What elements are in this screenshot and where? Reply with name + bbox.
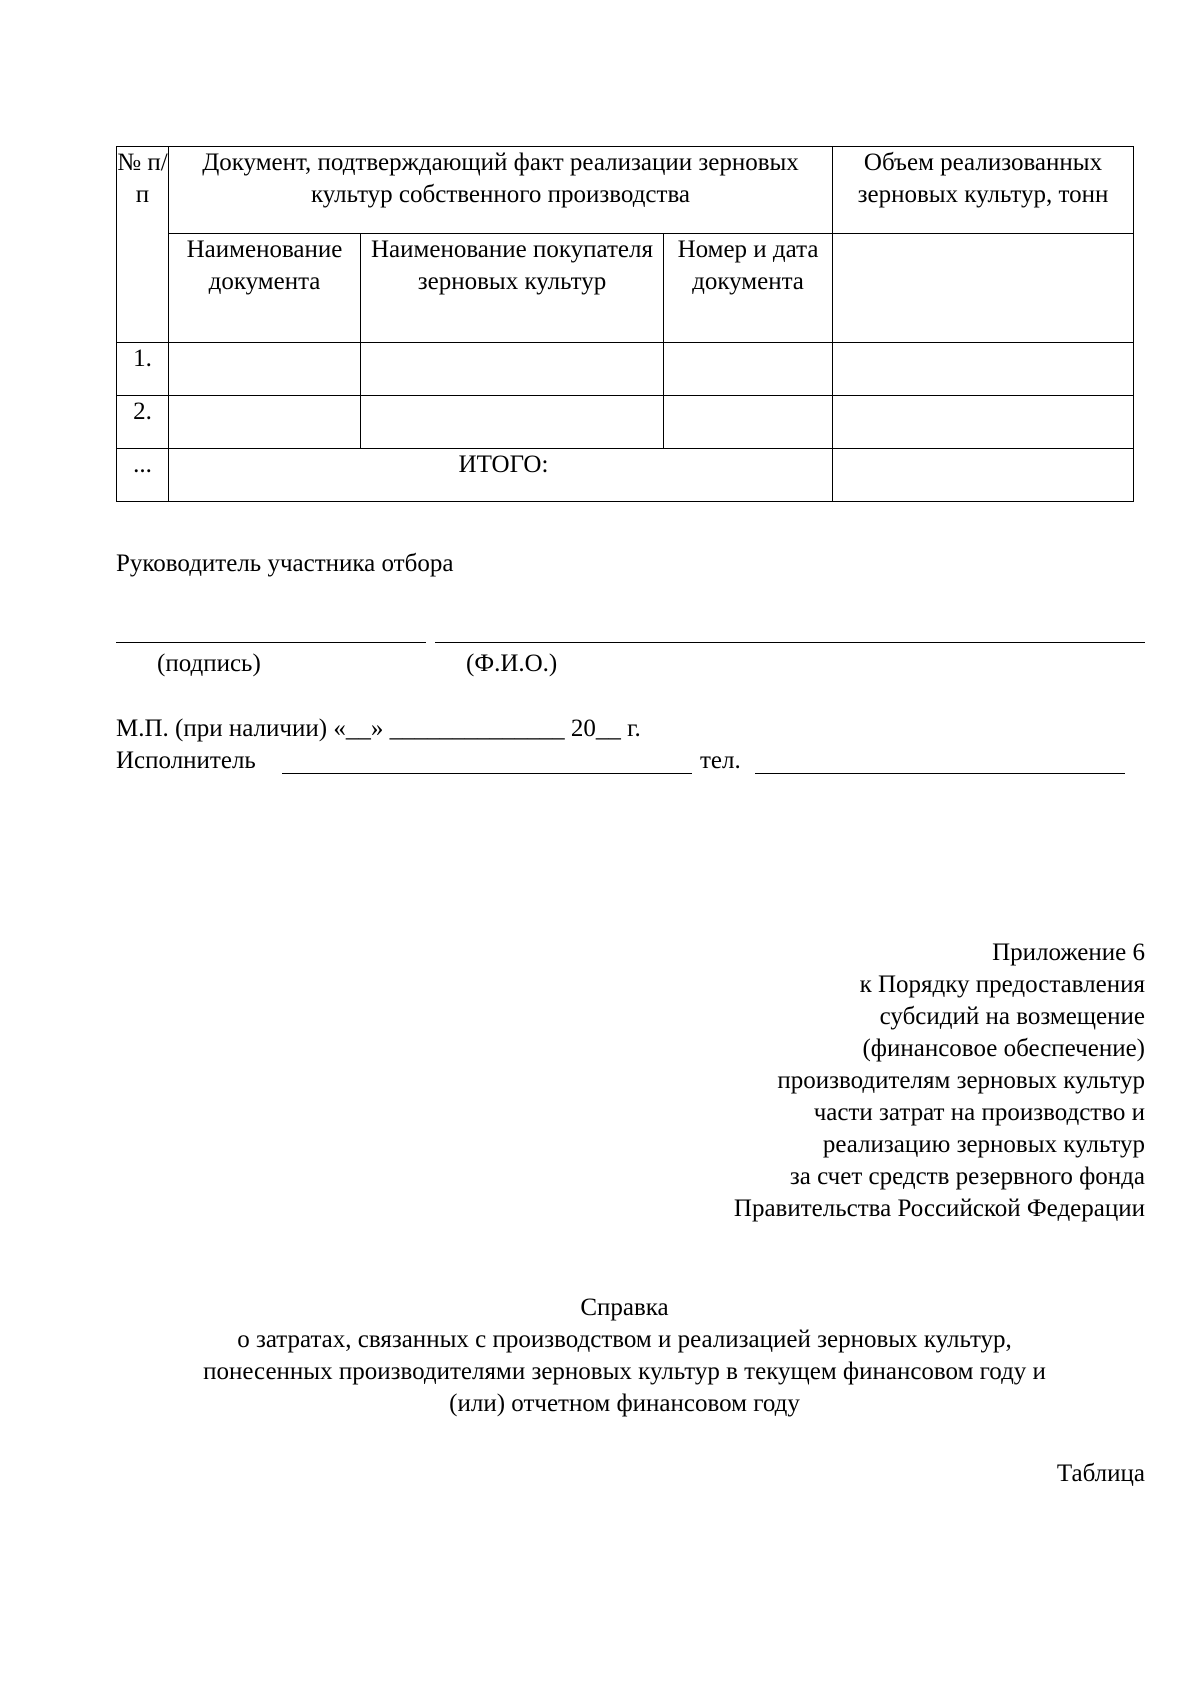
row-num: 1. <box>117 343 169 396</box>
certificate-title: Справка <box>580 1294 669 1321</box>
appendix-line: части затрат на производство и <box>813 1099 1145 1126</box>
fio-line <box>435 642 1145 643</box>
phone-label: тел. <box>700 747 741 774</box>
cell-doc-number-date <box>664 396 833 449</box>
header-document-group: Документ, подтверждающий факт реализации зерновых культур собственного производства <box>169 147 833 234</box>
head-label: Руководитель участника отбора <box>116 550 454 577</box>
sign-caption: (подпись) <box>157 650 261 677</box>
row-num: 2. <box>117 396 169 449</box>
header-doc-name: Наименование документа <box>169 234 361 343</box>
header-buyer-name: Наименование покупателя зерновых культур <box>361 234 664 343</box>
certificate-subtitle-line: (или) отчетном финансовом году <box>449 1390 800 1417</box>
table-row <box>117 396 1134 449</box>
executor-line <box>282 773 692 774</box>
appendix-line: (финансовое обеспечение) <box>862 1035 1145 1062</box>
total-volume <box>833 449 1134 502</box>
signature-line <box>116 642 426 643</box>
appendix-line: реализацию зерновых культур <box>822 1131 1145 1158</box>
header-num: № п/п <box>117 147 169 343</box>
certificate-title-block <box>116 1292 1133 1420</box>
appendix-line: производителям зерновых культур <box>777 1067 1145 1094</box>
cell-buyer-name <box>361 396 664 449</box>
cell-doc-number-date <box>664 343 833 396</box>
total-label: ИТОГО: <box>169 449 833 502</box>
header-doc-number-date: Номер и дата документа <box>664 234 833 343</box>
table-row <box>117 343 1134 396</box>
appendix-line: Правительства Российской Федерации <box>733 1195 1145 1222</box>
cell-volume <box>833 343 1134 396</box>
appendix-line: Приложение 6 <box>992 939 1145 966</box>
sales-table <box>116 146 1134 502</box>
cell-doc-name <box>169 396 361 449</box>
appendix-line: субсидий на возмещение <box>879 1003 1145 1030</box>
fio-caption: (Ф.И.О.) <box>466 650 558 677</box>
appendix-line: к Порядку предоставления <box>859 971 1145 998</box>
appendix-line: за счет средств резервного фонда <box>789 1163 1145 1190</box>
header-volume-empty <box>833 234 1134 343</box>
cell-volume <box>833 396 1134 449</box>
header-volume: Объем реализованных зерновых культур, тонн <box>833 147 1134 234</box>
total-row <box>117 449 1134 502</box>
cell-doc-name <box>169 343 361 396</box>
stamp-date-line: М.П. (при наличии) «__» ______________ 20__ г. <box>116 715 641 742</box>
certificate-subtitle-line: о затратах, связанных с производством и реализацией зерновых культур, <box>237 1326 1012 1353</box>
cell-buyer-name <box>361 343 664 396</box>
total-num: ... <box>117 449 169 502</box>
certificate-subtitle-line: понесенных производителями зерновых культур в текущем финансовом году и <box>203 1358 1046 1385</box>
executor-label: Исполнитель <box>116 747 256 774</box>
table-label: Таблица <box>1056 1460 1145 1487</box>
phone-line <box>755 773 1125 774</box>
appendix-header <box>445 937 1145 1225</box>
